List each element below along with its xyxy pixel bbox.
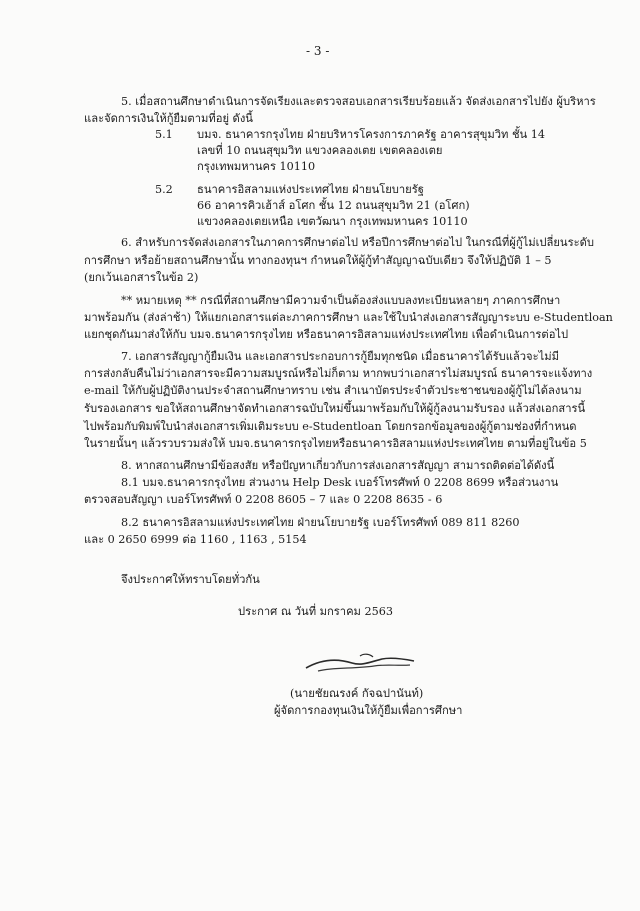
text-line: ในรายนั้นๆ แล้วรวบรวมส่งให้ บมจ.ธนาคารกรุงไทยหรือธนาคารอิสลามแห่งประเทศไทย ตามที่อยู่ในข้อ 5 xyxy=(84,437,587,450)
text-line: มาพร้อมกัน (ส่งล่าช้า) ให้แยกเอกสารแต่ละภาคการศึกษา และใช้ใบนำส่งเอกสารสัญญาระบบ e-Studentloan xyxy=(84,311,613,324)
signatory-name: (นายชัยณรงค์ กัจฉปานันท์) xyxy=(290,687,424,700)
text-line: 6. สำหรับการจัดส่งเอกสารในภาคการศึกษาต่อไป หรือปีการศึกษาต่อไป ในกรณีที่ผู้กู้ไม่เปลี่ยนระดับ xyxy=(121,236,594,249)
text-line: e-mail ให้กับผู้ปฏิบัติงานประจำสถานศึกษาทราบ เช่น สำเนาบัตรประจำตัวประชาชนของผู้กู้ไม่ได้ลงนาม xyxy=(84,384,582,397)
text-line: แขวงคลองเตยเหนือ เขตวัฒนา กรุงเทพมหานคร 10110 xyxy=(197,215,468,228)
page-number: - 3 - xyxy=(306,44,330,58)
text-line: กรุงเทพมหานคร 10110 xyxy=(197,160,316,173)
signature-image xyxy=(300,650,420,676)
text-line: ไปพร้อมกับพิมพ์ใบนำส่งเอกสารเพิ่มเติมระบบ e-Studentloan โดยกรอกข้อมูลของผู้กู้ตามช่องที่กำหนด xyxy=(84,420,577,433)
text-line: จึงประกาศให้ทราบโดยทั่วกัน xyxy=(121,573,260,586)
text-line: เลขที่ 10 ถนนสุขุมวิท แขวงคลองเตย เขตคลองเตย xyxy=(197,144,443,157)
text-line: 7. เอกสารสัญญากู้ยืมเงิน และเอกสารประกอบการกู้ยืมทุกชนิด เมื่อธนาคารได้รับแล้วจะไม่มี xyxy=(121,350,559,363)
text-line: และจัดการเงินให้กู้ยืมตามที่อยู่ ดังนี้ xyxy=(84,112,253,125)
text-line: 8. หากสถานศึกษามีข้อสงสัย หรือปัญหาเกี่ยวกับการส่งเอกสารสัญญา สามารถติดต่อได้ดังนี้ xyxy=(121,459,555,472)
signatory-title: ผู้จัดการกองทุนเงินให้กู้ยืมเพื่อการศึกษา xyxy=(274,704,463,717)
text-line: ตรวจสอบสัญญา เบอร์โทรศัพท์ 0 2208 8605 – 7 และ 0 2208 8635 - 6 xyxy=(84,493,443,506)
text-line: ประกาศ ณ วันที่ มกราคม 2563 xyxy=(238,605,393,618)
text-line: ** หมายเหตุ ** กรณีที่สถานศึกษามีความจำเป็นต้องส่งแบบลงทะเบียนหลายๆ ภาคการศึกษา xyxy=(121,294,561,307)
text-line: การส่งกลับคืนไม่ว่าเอกสารจะมีความสมบูรณ์หรือไม่ก็ตาม หากพบว่าเอกสารไม่สมบูรณ์ ธนาคารจะแจ้งทาง xyxy=(84,367,593,380)
text-line: 8.1 บมจ.ธนาคารกรุงไทย ส่วนงาน Help Desk เบอร์โทรศัพท์ 0 2208 8699 หรือส่วนงาน xyxy=(121,476,559,489)
text-line: บมจ. ธนาคารกรุงไทย ฝ่ายบริหารโครงการภาครัฐ อาคารสุขุมวิท ชั้น 14 xyxy=(197,128,545,141)
text-line: 5.1 xyxy=(155,128,173,141)
text-line: การศึกษา หรือย้ายสถานศึกษานั้น ทางกองทุนฯ กำหนดให้ผู้กู้ทำสัญญาฉบับเดียว จึงให้ปฏิบัติ 1 – 5 xyxy=(84,254,552,267)
text-line: 66 อาคารคิวเฮ้าส์ อโศก ชั้น 12 ถนนสุขุมวิท 21 (อโศก) xyxy=(197,199,470,212)
text-line: แยกชุดกันมาส่งให้กับ บมจ.ธนาคารกรุงไทย หรือธนาคารอิสลามแห่งประเทศไทย เพื่อดำเนินการต่อไป xyxy=(84,328,569,341)
text-line: 8.2 ธนาคารอิสลามแห่งประเทศไทย ฝ่ายนโยบายรัฐ เบอร์โทรศัพท์ 089 811 8260 xyxy=(121,516,520,529)
text-line: (ยกเว้นเอกสารในข้อ 2) xyxy=(84,271,199,284)
text-line: 5. เมื่อสถานศึกษาดำเนินการจัดเรียงและตรวจสอบเอกสารเรียบร้อยแล้ว จัดส่งเอกสารไปยัง ผู้บริหาร xyxy=(121,95,596,108)
text-line: และ 0 2650 6999 ต่อ 1160 , 1163 , 5154 xyxy=(84,533,307,546)
text-line: 5.2 xyxy=(155,183,173,196)
text-line: ธนาคารอิสลามแห่งประเทศไทย ฝ่ายนโยบายรัฐ xyxy=(197,183,424,196)
text-line: รับรองเอกสาร ขอให้สถานศึกษาจัดทำเอกสารฉบับใหม่ขึ้นมาพร้อมกับให้ผู้กู้ลงนามรับรอง แล้วส่งเอกสารนี้ xyxy=(84,402,586,415)
